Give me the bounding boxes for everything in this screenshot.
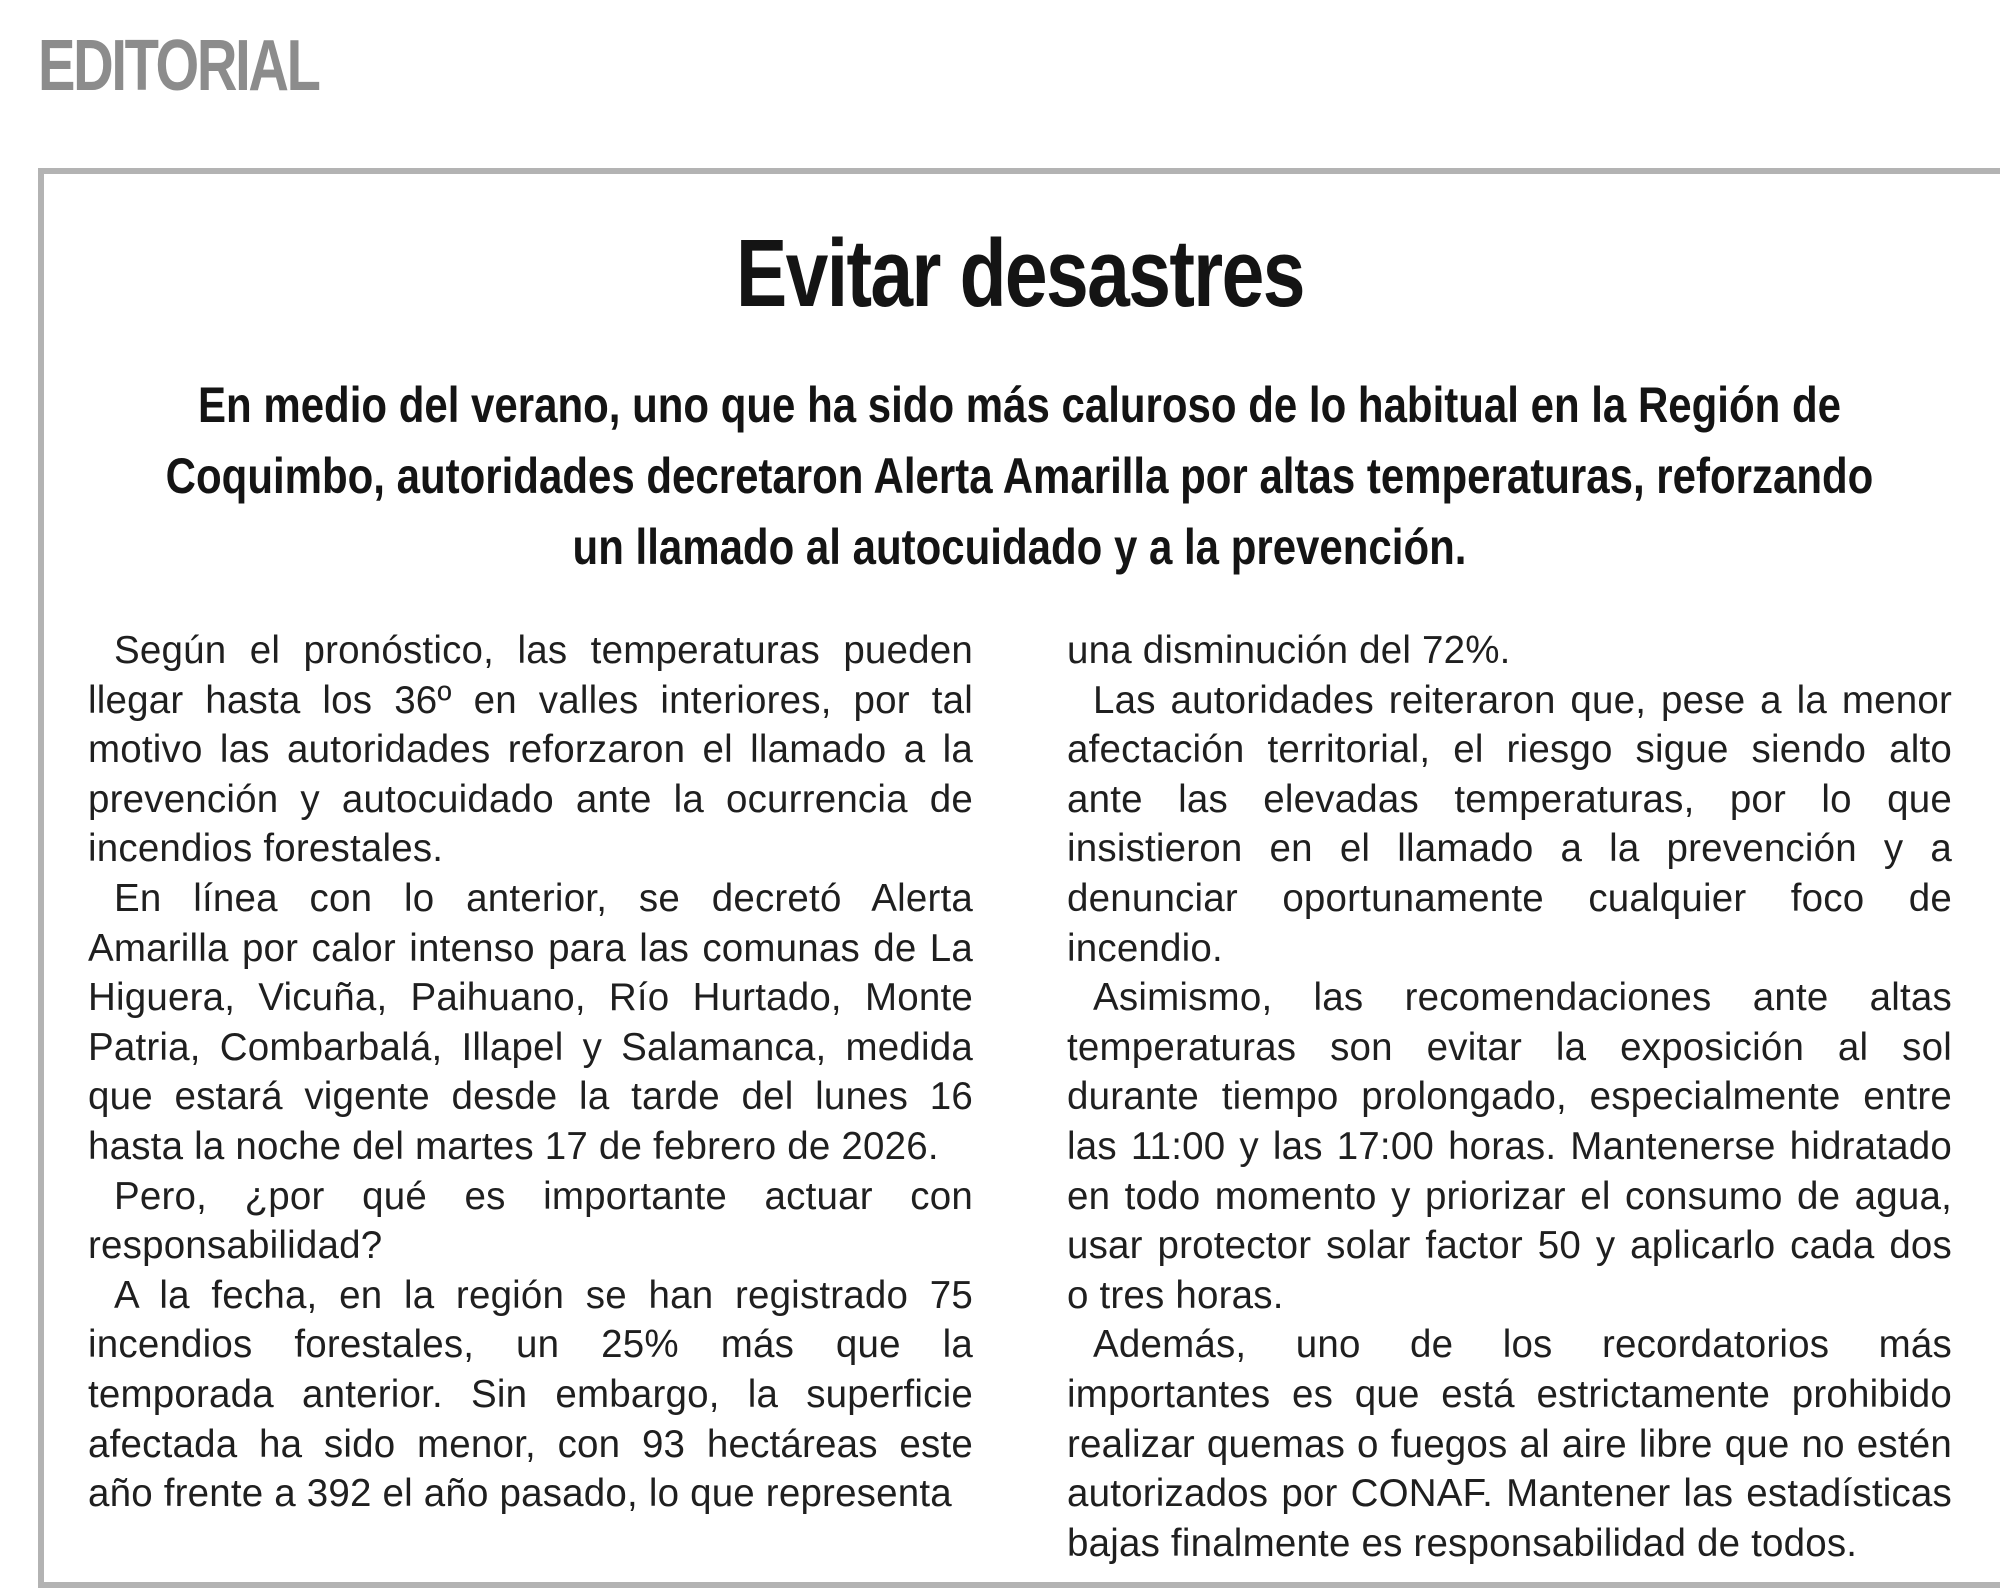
body-paragraph-4: A la fecha, en la región se han registrado 75 incendios forestales, un 25% más que la temporada anterior. Sin embargo, la superficie afectada ha sido menor, con 93 hectáreas este año frente a 392 el año pasado, lo que representa	[88, 1273, 973, 1516]
deck-text: En medio del verano, uno que ha sido más caluroso de lo habitual en la Región de Coquimbo, autoridades decretaron Alerta Amarilla por altas temperaturas, reforzando un llamado al autocuidado y a la prevención.	[165, 377, 1874, 575]
body-paragraph-5: Las autoridades reiteraron que, pese a la menor afectación territorial, el riesgo sigue siendo alto ante las elevadas temperaturas, por lo que insistieron en el llamado a la prevención y a denunciar oportunamente cualquier foco de incendio.	[1067, 678, 1952, 970]
body-paragraph-3: Pero, ¿por qué es importante actuar con responsabilidad?	[88, 1174, 973, 1268]
deck	[140, 370, 1900, 583]
body-paragraph-2: En línea con lo anterior, se decretó Alerta Amarilla por calor intenso para las comunas de La Higuera, Vicuña, Paihuano, Río Hurtado, Monte Patria, Combarbalá, Illapel y Salamanca, medida que estará vigente desde la tarde del lunes 16 hasta la noche del martes 17 de febrero de 2026.	[88, 876, 973, 1168]
headline	[0, 220, 2000, 327]
headline-text: Evitar desastres	[736, 220, 1304, 327]
body-paragraph-6: Asimismo, las recomendaciones ante altas temperaturas son evitar la exposición al sol durante tiempo prolongado, especialmente entre las 11:00 y las 17:00 horas. Mantenerse hidratado en todo momento y priorizar el consumo de agua, usar protector solar factor 50 y aplicarlo cada dos o tres horas.	[1067, 976, 1952, 1317]
body-paragraph-1: Según el pronóstico, las temperaturas pueden llegar hasta los 36º en valles interiores, por tal motivo las autoridades reforzaron el llamado a la prevención y autocuidado ante la ocurrencia de incendios forestales.	[88, 629, 973, 871]
body-column-left	[88, 626, 973, 1519]
body-column-right	[1067, 626, 1952, 1568]
section-label: EDITORIAL	[38, 26, 319, 106]
body-paragraph-7: Además, uno de los recordatorios más importantes es que está estrictamente prohibido realizar quemas o fuegos al aire libre que no estén autorizados por CONAF. Mantener las estadísticas bajas finalmente es responsabilidad de todos.	[1067, 1323, 1952, 1565]
body-paragraph-4-continued: una disminución del 72%.	[1067, 629, 1511, 672]
